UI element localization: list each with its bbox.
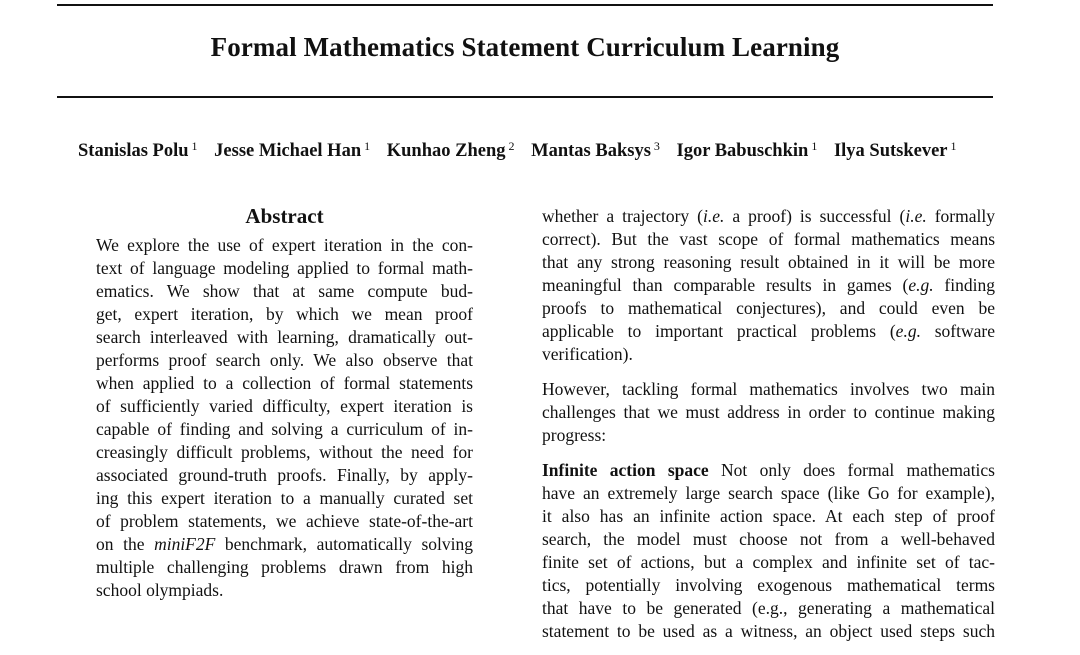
body-line: search, the model must choose not from a well-behaved: [542, 529, 995, 549]
body-line: applicable to important practical problems (e.g. software: [542, 321, 995, 341]
body-line: tics, potentially involving exogenous mathematical terms: [542, 575, 995, 595]
author: Igor Babuschkin $^1$: [676, 139, 818, 161]
abstract-line: We explore the use of expert iteration in the con-: [96, 235, 473, 255]
author: Mantas Baksys $^3$: [531, 139, 660, 161]
paragraph-trajectory: [542, 205, 995, 366]
body-line: challenges that we must address in order to continue making: [542, 402, 995, 422]
top-rule: [57, 4, 993, 6]
body-line: progress:: [542, 425, 607, 445]
body-line: have an extremely large search space (like Go for example),: [542, 483, 995, 503]
body-line: it also has an infinite action space. At each step of proof: [542, 506, 995, 526]
body-line: correct). But the vast scope of formal mathematics means: [542, 229, 995, 249]
body-line: verification).: [542, 344, 633, 364]
abstract-line: associated ground-truth proofs. Finally, by apply-: [96, 465, 473, 485]
abstract-body: [96, 234, 473, 602]
abstract-line: ing this expert iteration to a manually curated set: [96, 488, 473, 508]
body-line: that any strong reasoning result obtained in it will be more: [542, 252, 995, 272]
paragraph-infinite-action-space: [542, 459, 995, 643]
author-list: [78, 139, 978, 162]
author: Stanislas Polu $^1$: [78, 139, 198, 161]
abstract-line: capable of finding and solving a curriculum of in-: [96, 419, 473, 439]
body-line: Infinite action space Not only does formal mathematics: [542, 460, 995, 480]
abstract-line: creasingly difficult problems, without the need for: [96, 442, 473, 462]
abstract-line: search interleaved with learning, dramatically out-: [96, 327, 473, 347]
body-line: meaningful than comparable results in games (e.g. finding: [542, 275, 995, 295]
abstract-line: get, expert iteration, by which we mean proof: [96, 304, 473, 324]
intro-column: [542, 205, 995, 655]
body-line: However, tackling formal mathematics involves two main: [542, 379, 995, 399]
paper-title: Formal Mathematics Statement Curriculum Learning: [210, 32, 840, 62]
abstract-line: when applied to a collection of formal statements: [96, 373, 473, 393]
abstract-line: on the miniF2F benchmark, automatically solving: [96, 534, 473, 554]
abstract-line: ematics. We show that at same compute bud-: [96, 281, 473, 301]
author: Kunhao Zheng $^2$: [386, 139, 515, 161]
body-line: finite set of actions, but a complex and infinite set of tac-: [542, 552, 995, 572]
abstract-line: performs proof search only. We also observe that: [96, 350, 473, 370]
benchmark-name: miniF2F: [154, 534, 216, 554]
author: Jesse Michael Han $^1$: [214, 139, 371, 161]
body-line: that have to be generated (e.g., generating a mathematical: [542, 598, 995, 618]
abstract-line: of problem statements, we achieve state-of-the-art: [96, 511, 473, 531]
paragraph-label: Infinite action space: [542, 460, 709, 480]
abstract-line: multiple challenging problems drawn from high: [96, 557, 473, 577]
body-line: statement to be used as a witness, an object used steps such: [542, 621, 995, 641]
abstract-line: of sufficiently varied difficulty, expert iteration is: [96, 396, 473, 416]
title-rule: [57, 96, 993, 98]
body-line: proofs to mathematical conjectures), and could even be: [542, 298, 995, 318]
abstract-section: [96, 204, 473, 602]
paragraph-challenges: [542, 378, 995, 447]
author: Ilya Sutskever $^1$: [833, 139, 957, 161]
abstract-heading: Abstract: [245, 204, 324, 228]
body-line: whether a trajectory (i.e. a proof) is successful (i.e. formally: [542, 206, 995, 226]
abstract-line: school olympiads.: [96, 580, 224, 600]
abstract-line: text of language modeling applied to formal math-: [96, 258, 473, 278]
